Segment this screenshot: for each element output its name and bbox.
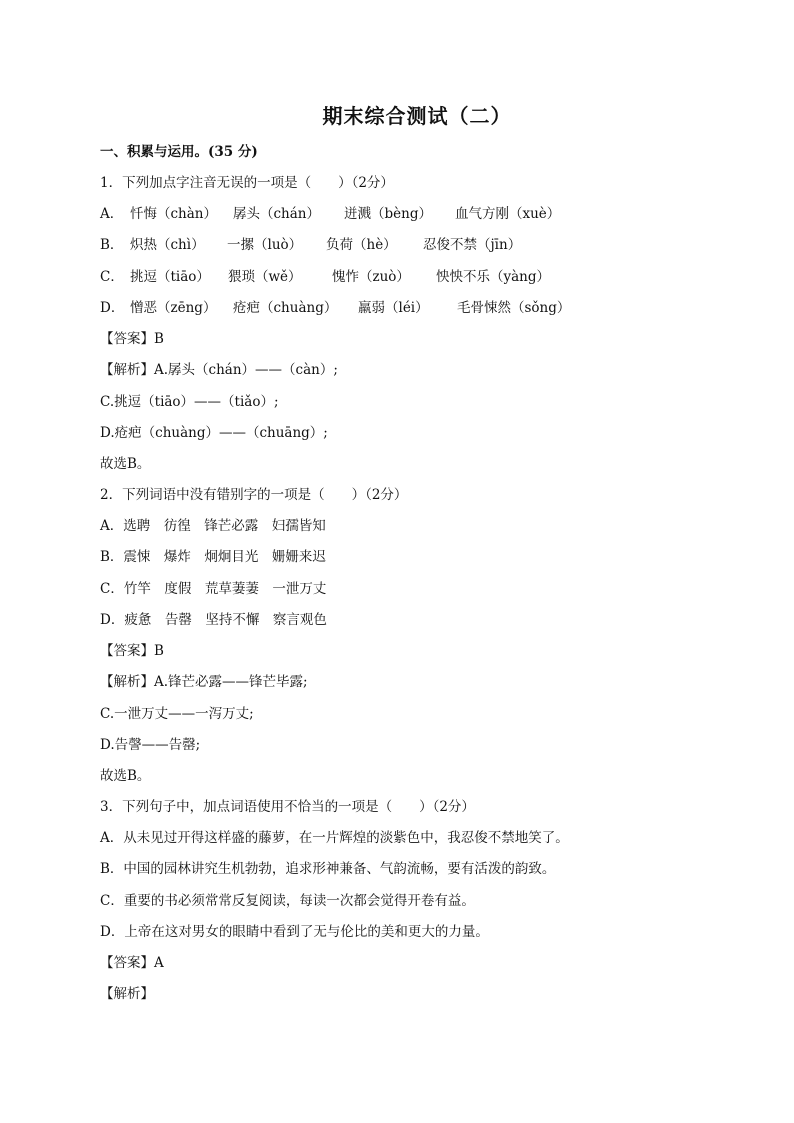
option-item: 孱头（chán）	[233, 206, 320, 222]
q1-option-b	[100, 235, 521, 255]
q2-analysis-line: 【解析】A.锋芒必露——锋芒毕露;	[100, 674, 308, 690]
q1-analysis-line: 故选B。	[100, 456, 151, 472]
option-item: 一摞（luò）	[227, 237, 303, 253]
q1-option-c	[100, 267, 550, 287]
option-item: 负荷（hè）	[326, 237, 397, 253]
option-label: A．	[100, 206, 124, 222]
section-heading: 一、积累与运用。(35 分)	[100, 144, 258, 160]
option-item: 憎恶（zēng）	[130, 300, 217, 316]
q1-option-a	[100, 204, 560, 224]
option-item: 怏怏不乐（yàng）	[436, 269, 551, 285]
option-item: 疮疤（chuàng）	[233, 300, 338, 316]
option-item: 忏悔（chàn）	[130, 206, 217, 222]
option-label: B．	[100, 237, 124, 253]
option-item: 血气方刚（xuè）	[455, 206, 561, 222]
option-item: 迸溅（bèng）	[344, 206, 432, 222]
q3-analysis: 【解析】	[100, 986, 154, 1002]
q2-option-c: C．竹竿 度假 荒草萋萋 一泄万丈	[100, 581, 327, 597]
q1-option-d	[100, 298, 570, 318]
question-3-stem: 3．下列句子中，加点词语使用不恰当的一项是（ ）（2分）	[100, 799, 475, 815]
q2-analysis-line: C.一泄万丈——一泻万丈;	[100, 706, 254, 722]
option-item: 羸弱（léi）	[358, 300, 429, 316]
q2-answer: 【答案】B	[100, 643, 164, 659]
q1-analysis-line: 【解析】A.孱头（chán）——（càn）;	[100, 362, 338, 378]
q1-analysis-line: D.疮疤（chuàng）——（chuāng）;	[100, 425, 328, 441]
q3-option-c: C．重要的书必须常常反复阅读，每读一次都会觉得开卷有益。	[100, 893, 475, 909]
page-title: 期末综合测试（二）	[322, 104, 512, 128]
option-item: 忍俊不禁（jīn）	[423, 237, 522, 253]
option-item: 愧怍（zuò）	[332, 269, 410, 285]
q1-analysis-line: C.挑逗（tiāo）——（tiǎo）;	[100, 394, 279, 410]
q3-option-d: D．上帝在这对男女的眼睛中看到了无与伦比的美和更大的力量。	[100, 924, 489, 940]
q2-option-b: B．震悚 爆炸 炯炯目光 姗姗来迟	[100, 549, 326, 565]
q3-option-b: B．中国的园林讲究生机勃勃，追求形神兼备、气韵流畅，要有活泼的韵致。	[100, 861, 556, 877]
option-item: 炽热（chì）	[130, 237, 205, 253]
q3-answer: 【答案】A	[100, 955, 164, 971]
q1-answer: 【答案】B	[100, 331, 164, 347]
option-item: 猥琐（wě）	[228, 269, 302, 285]
option-label: D．	[100, 300, 125, 316]
question-2-stem: 2．下列词语中没有错别字的一项是（ ）（2分）	[100, 487, 408, 503]
q2-analysis-line: 故选B。	[100, 768, 151, 784]
option-item: 挑逗（tiāo）	[130, 269, 210, 285]
q3-option-a: A．从未见过开得这样盛的藤萝，在一片辉煌的淡紫色中，我忍俊不禁地笑了。	[100, 830, 569, 846]
option-label: C．	[100, 269, 124, 285]
q2-option-a: A．选聘 彷徨 锋芒必露 妇孺皆知	[100, 518, 326, 534]
q2-analysis-line: D.告謦——告罄;	[100, 737, 201, 753]
option-item: 毛骨悚然（sǒng）	[457, 300, 571, 316]
question-1-stem: 1．下列加点字注音无误的一项是（ ）（2分）	[100, 175, 394, 191]
q2-option-d: D．疲惫 告罄 坚持不懈 察言观色	[100, 612, 327, 628]
